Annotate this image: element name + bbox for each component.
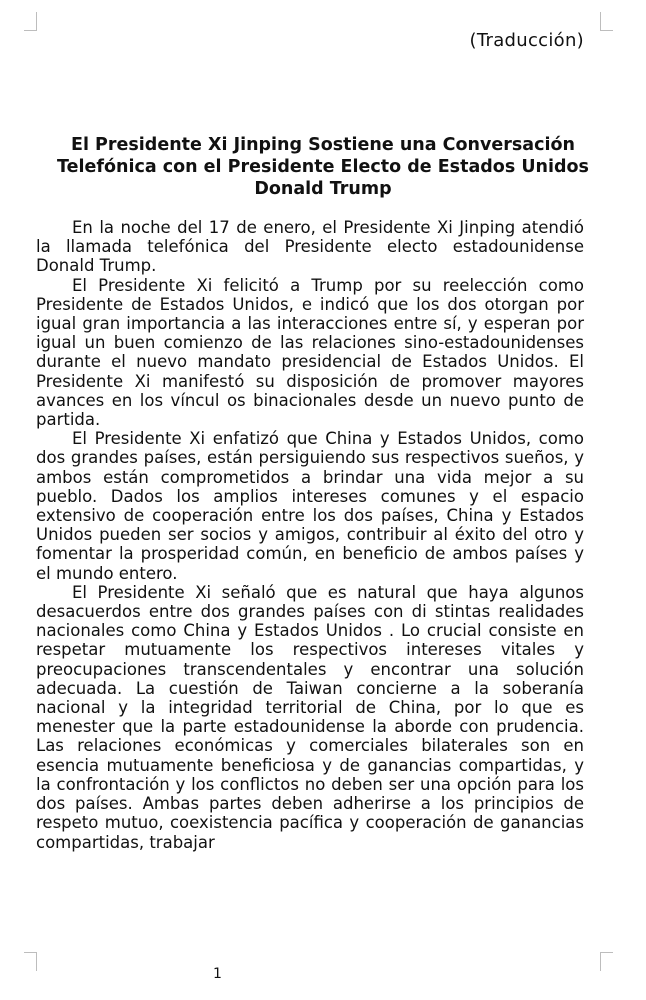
document-body	[36, 218, 584, 852]
paragraph: En la noche del 17 de enero, el Presidente Xi Jinping atendió la llamada telefónica del Presidente electo estadounidense Donald Trump.	[36, 218, 584, 276]
crop-mark-top-left	[24, 12, 37, 31]
paragraph: El Presidente Xi señaló que es natural que haya algunos desacuerdos entre dos grandes países con di stintas realidades nacionales como China y Estados Unidos . Lo crucial consiste en respetar mutuamente los respectivos intereses vitales y preocupaciones transcendentales y encontrar una solución adecuada. La cuestión de Taiwan concierne a la soberanía nacional y la integridad territorial de China, por lo que es menester que la parte estadounidense la aborde con prudencia. Las relaciones económicas y comerciales bilaterales son en esencia mutuamente beneficiosa y de ganancias compartidas, y la confrontación y los conflictos no deben ser una opción para los dos países. Ambas partes deben adherirse a los principios de respeto mutuo, coexistencia pacífica y cooperación de ganancias compartidas, trabajar	[36, 582, 584, 852]
paragraph: El Presidente Xi enfatizó que China y Estados Unidos, como dos grandes países, están persiguiendo sus respectivos sueños, y ambos están comprometidos a brindar una vida mejor a su pueblo. Dados los amplios intereses comunes y el espacio extensivo de cooperación entre los dos países, China y Estados Unidos pueden ser socios y amigos, contribuir al éxito del otro y fomentar la prosperidad común, en beneficio de ambos países y el mundo entero.	[36, 429, 584, 583]
document-title: El Presidente Xi Jinping Sostiene una Conversación Telefónica con el Presidente Electo de Estados Unidos Donald Trump	[57, 135, 589, 199]
translation-label: (Traducción)	[469, 30, 584, 51]
crop-mark-bottom-left	[24, 952, 37, 971]
page-number: 1	[213, 966, 222, 982]
crop-mark-bottom-right	[600, 952, 613, 971]
crop-mark-top-right	[600, 12, 613, 31]
paragraph: El Presidente Xi felicitó a Trump por su reelección como Presidente de Estados Unidos, e indicó que los dos otorgan por igual gran importancia a las interacciones entre sí, y esperan por igual un buen comienzo de las relaciones sino-estadounidenses durante el nuevo mandato presidencial de Estados Unidos. El Presidente Xi manifestó su disposición de promover mayores avances en los víncul os binacionales desde un nuevo punto de partida.	[36, 275, 584, 430]
